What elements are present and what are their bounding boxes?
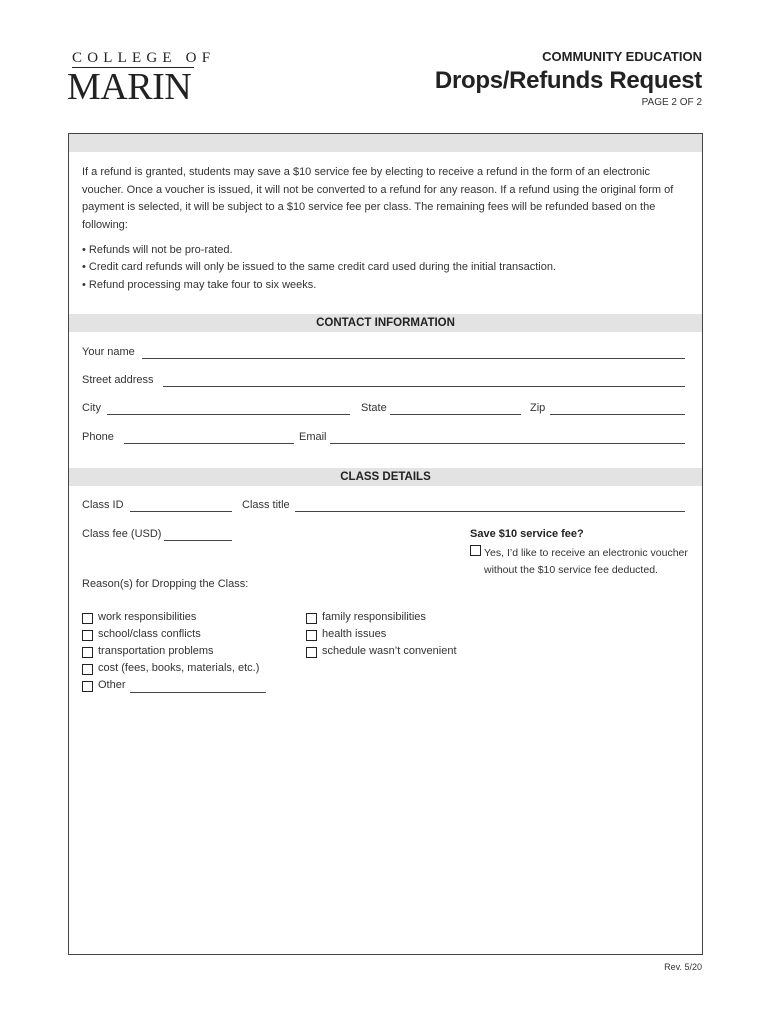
zip-field[interactable] xyxy=(550,414,685,415)
reason-checkbox-school[interactable] xyxy=(82,630,93,641)
email-field[interactable] xyxy=(330,443,685,444)
class-details-heading: CLASS DETAILS xyxy=(340,471,431,483)
class-id-field[interactable] xyxy=(130,511,232,512)
refund-bullets xyxy=(82,242,688,294)
reason-label-transportation: transportation problems xyxy=(98,645,214,657)
zip-label: Zip xyxy=(530,402,546,414)
class-fee-field[interactable] xyxy=(164,540,232,541)
reason-label-cost: cost (fees, books, materials, etc.) xyxy=(98,662,260,674)
your-name-field[interactable] xyxy=(142,358,685,359)
contact-band xyxy=(69,314,702,332)
email-label: Email xyxy=(299,431,327,443)
city-field[interactable] xyxy=(107,414,350,415)
bullet-item: • Refund processing may take four to six weeks. xyxy=(82,278,317,291)
reason-checkbox-work[interactable] xyxy=(82,613,93,624)
your-name-label: Your name xyxy=(82,346,135,358)
reason-checkbox-transportation[interactable] xyxy=(82,647,93,658)
revision-label: Rev. 5/20 xyxy=(664,962,702,972)
page-number: PAGE 2 OF 2 xyxy=(641,97,702,108)
class-id-label: Class ID xyxy=(82,499,124,511)
voucher-checkbox[interactable] xyxy=(470,545,481,556)
top-band xyxy=(69,134,702,152)
bullet-item: • Credit card refunds will only be issued to the same credit card used during the initial transaction. xyxy=(82,261,557,274)
reason-label-health: health issues xyxy=(322,628,387,640)
reason-checkbox-cost[interactable] xyxy=(82,664,93,675)
street-address-field[interactable] xyxy=(163,386,685,387)
contact-heading: CONTACT INFORMATION xyxy=(316,317,455,329)
intro-paragraph: If a refund is granted, students may save a $10 service fee by electing to receive a refund in the form of an electronic voucher. Once a voucher is issued, it will not be converted to a refund for any reason. If a refund using the original form of payment is selected, it will be subject to a $10 service fee per class. The remaining fees will be refunded based on the following: xyxy=(82,166,674,231)
street-address-label: Street address xyxy=(82,374,154,386)
reason-label-family: family responsibilities xyxy=(322,611,426,623)
other-reason-field[interactable] xyxy=(130,692,266,693)
reason-checkbox-schedule[interactable] xyxy=(306,647,317,658)
state-field[interactable] xyxy=(390,414,521,415)
reason-checkbox-other[interactable] xyxy=(82,681,93,692)
state-label: State xyxy=(361,402,387,414)
class-title-label: Class title xyxy=(242,499,290,511)
reason-label-schedule: schedule wasn’t convenient xyxy=(322,645,457,657)
reason-label-work: work responsibilities xyxy=(98,611,197,623)
voucher-option-line1: Yes, I’d like to receive an electronic voucher xyxy=(484,547,688,559)
reason-checkbox-family[interactable] xyxy=(306,613,317,624)
city-label: City xyxy=(82,402,101,414)
reason-label-school: school/class conflicts xyxy=(98,628,201,640)
page-title: Drops/Refunds Request xyxy=(434,67,702,94)
reason-label-other: Other xyxy=(98,679,126,691)
class-title-field[interactable] xyxy=(295,511,685,512)
phone-label: Phone xyxy=(82,431,114,443)
voucher-option-line2: without the $10 service fee deducted. xyxy=(484,563,658,576)
reason-checkbox-health[interactable] xyxy=(306,630,317,641)
logo-college-of: COLLEGE OF xyxy=(72,50,216,66)
bullet-item: • Refunds will not be pro-rated. xyxy=(82,244,233,256)
phone-field[interactable] xyxy=(124,443,294,444)
voucher-option-text xyxy=(484,545,688,578)
department-label: COMMUNITY EDUCATION xyxy=(542,49,702,64)
save-fee-heading: Save $10 service fee? xyxy=(470,528,584,540)
class-fee-label: Class fee (USD) xyxy=(82,528,162,540)
class-details-band xyxy=(69,468,702,486)
logo-marin: MARIN xyxy=(67,66,192,108)
reasons-label: Reason(s) for Dropping the Class: xyxy=(82,578,249,590)
